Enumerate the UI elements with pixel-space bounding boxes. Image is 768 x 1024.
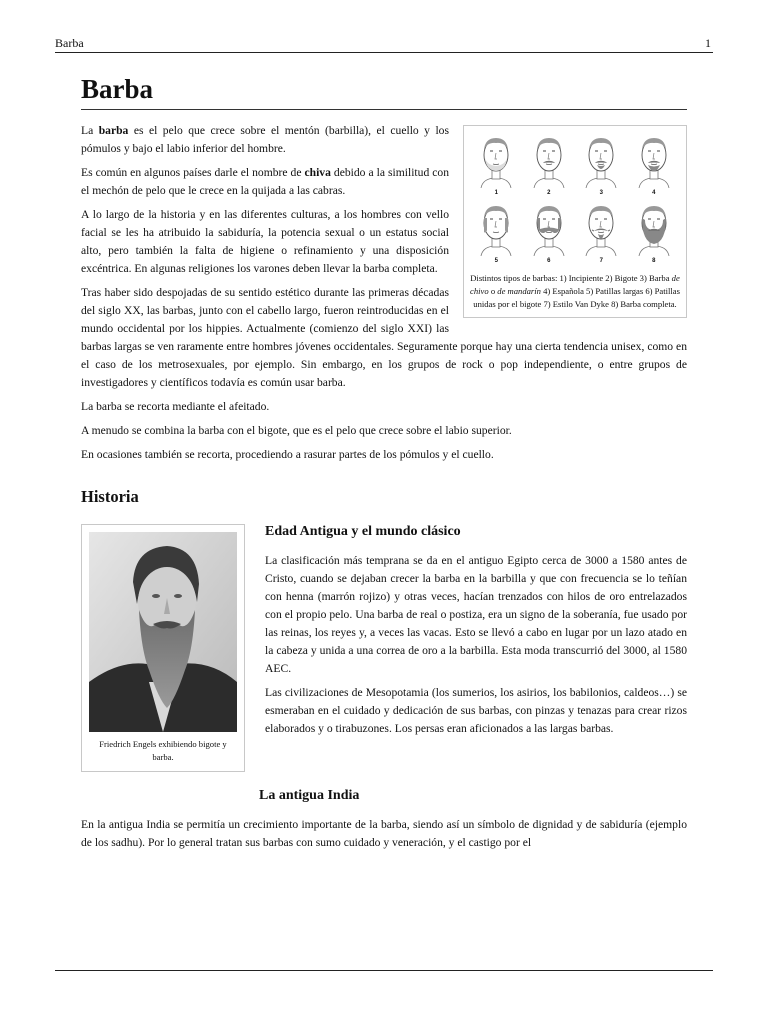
- section-heading-historia: Historia: [81, 487, 139, 506]
- intro-paragraph-5: La barba se recorta mediante el afeitado.: [81, 400, 270, 413]
- term-chiva: chiva: [304, 166, 331, 179]
- beard-face-number: 7: [599, 258, 603, 264]
- beard-face-number: 2: [547, 190, 551, 196]
- intro-paragraph-7: En ocasiones también se recorta, procediendo a rasurar partes de los pómulos y el cuello.: [81, 448, 494, 461]
- intro-paragraph-4: Tras haber sido despojadas de su sentido estético durante las primeras décadas del siglo XX, las barbas, junto con el cabello largo, fueron reintroducidas en el mundo occidental por los hippies. Actualmente (comienzo del siglo XXI) las barbas largas se ven raramente entre hombres jóvenes occidentales. Seguramente porque hay una cierta tendencia unisex, como en el caso de los metrosexuales, por ejemplo. Sin embargo, en los grupos de rock o pop independiente, o entre grupos de investigadores y científicos todavía es común usar barba.: [81, 286, 687, 389]
- intro-paragraph-1: La barba es el pelo que crece sobre el mentón (barbilla), el cuello y los pómulos y bajo el labio inferior del hombre.: [81, 124, 449, 155]
- india-paragraph-1: En la antigua India se permitía un crecimiento importante de la barba, siendo así un símbolo de dignidad y de sabiduría (ejemplo de los sadhu). Por lo general tratan sus barbas con sumo cuidado y veneración, y el castigo por el: [81, 818, 687, 849]
- subsection-heading-india: La antigua India: [259, 788, 360, 803]
- beard-face-vandyke: [575, 200, 628, 266]
- beard-face-number: 5: [494, 258, 498, 264]
- beard-face-mutton: [523, 200, 576, 266]
- article-title: Barba: [81, 72, 687, 110]
- beard-face-number: 8: [652, 258, 656, 264]
- beard-face-spanish: [628, 132, 681, 198]
- beard-face-moustache: [523, 132, 576, 198]
- beard-face-full: [628, 200, 681, 266]
- beard-types-caption: Distintos tipos de barbas: 1) Incipiente 2) Bigote 3) Barba de chivo o de mandarín 4) Española 5) Patillas largas 6) Patillas unidas por el bigote 7) Estilo Van Dyke 8) Barba completa.: [470, 273, 680, 309]
- beard-face-goatee: [575, 132, 628, 198]
- beard-face-number: 1: [494, 190, 498, 196]
- beard-face-number: 4: [652, 190, 656, 196]
- beard-face-sideburns: [470, 200, 523, 266]
- beard-face-stubble: [470, 132, 523, 198]
- beard-face-number: 6: [547, 258, 551, 264]
- running-header-title: Barba: [55, 36, 84, 50]
- engels-figure: [81, 524, 245, 772]
- historia-section: [81, 522, 687, 852]
- intro-paragraph-6: A menudo se combina la barba con el bigote, que es el pelo que crece sobre el labio superior.: [81, 424, 512, 437]
- running-header: [55, 36, 713, 53]
- beard-types-figure: [463, 125, 687, 318]
- engels-caption: Friedrich Engels exhibiendo bigote y barba.: [99, 739, 227, 762]
- footer-rule: [55, 970, 713, 971]
- intro-paragraph-2: Es común en algunos países darle el nombre de chiva debido a la similitud con el mechón de pelo que le crece en la quijada a las cabras.: [81, 166, 449, 197]
- subsection-heading-edad-antigua: Edad Antigua y el mundo clásico: [265, 524, 461, 539]
- edad-antigua-paragraph-1: La clasificación más temprana se da en el antiguo Egipto cerca de 3000 a 1580 antes de Cristo, cuando se dejaban crecer la barba en la barbilla y que con frecuencia se lo teñían con henna (marrón rojizo) y otras veces, hacían trenzados con hilos de oro entrelazados con el propio pelo. Una barba de real o postiza, era un signo de la soberanía, fue usado por las reinas, los reyes y, a veces las vacas. Esto se llevó a cabo en lugar por un lazo atado en la cabeza y unida a una correa de oro a la barbilla. Esta moda transcurrió del 3000, al 1580 AEC.: [265, 554, 687, 675]
- beard-face-number: 3: [599, 190, 603, 196]
- edad-antigua-paragraph-2: Las civilizaciones de Mesopotamia (los sumerios, los asirios, los babilonios, caldeos…) se esmeraban en el cuidado y dedicación de sus barbas, con pinzas y tenazas para crear rizos elaborados y o tirabuzones. Los persas eran aficionados a las largas barbas.: [265, 686, 687, 735]
- beard-types-illustration: [470, 132, 680, 266]
- term-barba: barba: [98, 124, 129, 137]
- page-number: 1: [705, 36, 711, 50]
- intro-paragraph-3: A lo largo de la historia y en las diferentes culturas, a los hombres con vello facial se les ha atribuido la sabiduría, la potencia sexual o un estatus social alto, pero también la falta de higiene o refinamiento y una disposición excéntrica. En algunas religiones los varones deben llevar la barba completa.: [81, 208, 449, 275]
- article-body: [81, 72, 687, 858]
- engels-portrait-image: [89, 532, 237, 732]
